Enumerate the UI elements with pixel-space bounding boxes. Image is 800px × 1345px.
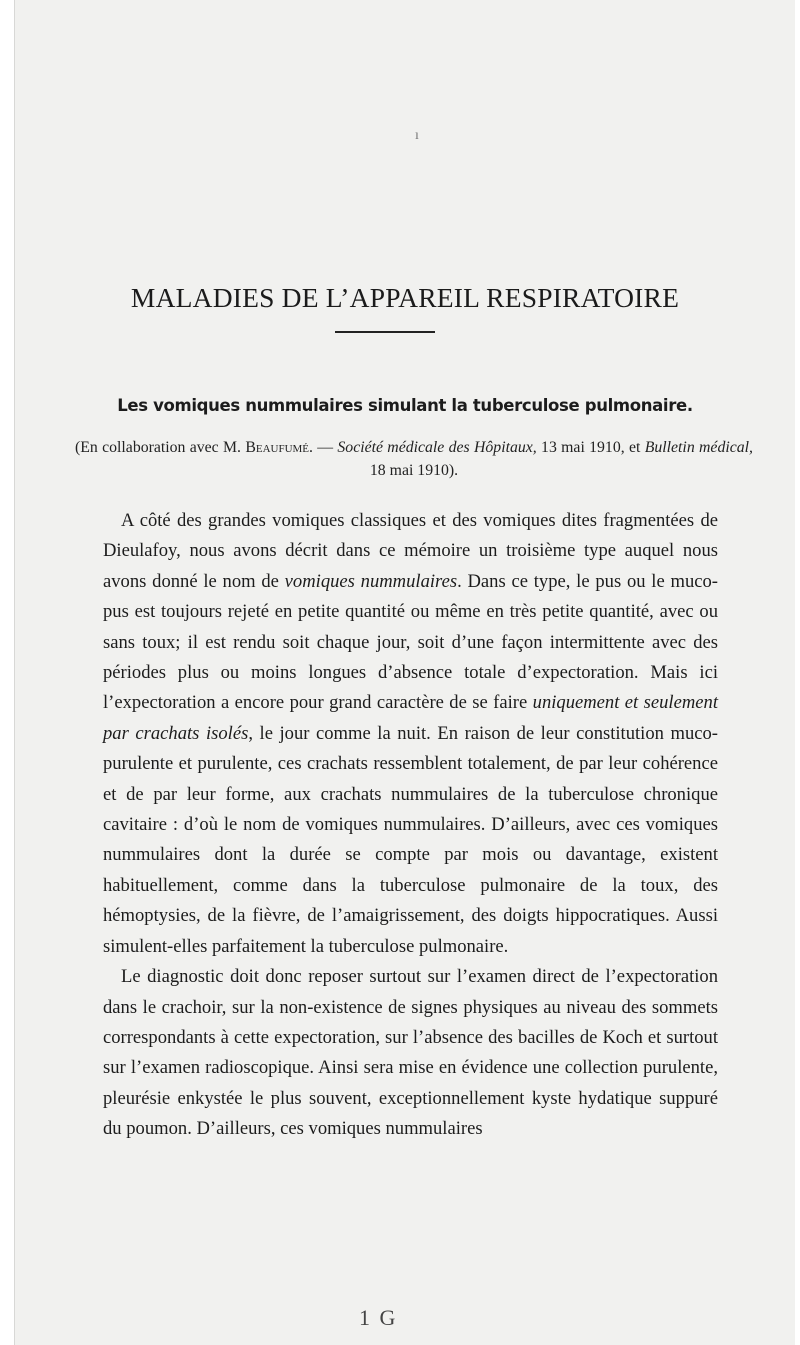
paragraph-1-text-2: . Dans ce type, le pus ou le muco-pus est toujours rejeté en petite quantité ou même en très petite quantité, avec ou sans toux; il est rendu soit chaque jour, soit d’une façon intermittente avec des périodes plus ou moins longues d’absence totale d’expectoration. Mais ici l’expectoration a encore pour grand caractère de se faire [103,570,718,714]
citation-journal-2: Bulletin médical, [644,439,753,456]
citation-author: Beaufumé [245,439,310,456]
paragraph-1 [103,506,718,962]
citation-separator: . — [309,439,338,456]
citation-date-1: 13 mai 1910, et [536,439,645,456]
body-text [103,506,718,1145]
paragraph-2: Le diagnostic doit donc reposer surtout sur l’examen direct de l’expectoration dans le crachoir, sur la non-existence de signes physiques au niveau des sommets correspondants à cette expectoration, sur l’absence des bacilles de Koch et surtout sur l’examen radioscopique. Ainsi sera mise en évidence une collection purulente, pleurésie enkystée le plus souvent, exceptionnellement kyste hydatique suppuré du poumon. D’ailleurs, ces vomiques nummulaires [103,966,718,1140]
paragraph-1-italic-1: vomiques nummulaires [284,570,458,592]
paragraph-1-text-1: A côté des grandes vomiques classiques et des vomiques dites fragmentées de Dieulafoy, nous avons décrit dans ce mémoire un troisième type auquel nous avons donné le nom de [103,510,718,592]
article-title: Les vomiques nummulaires simulant la tuberculose pulmonaire. [117,396,693,415]
paragraph-1-text-3: , le jour comme la nuit. En raison de leur constitution muco-purulente et purulente, ces crachats ressemblent totalement, de par leur cohérence et de par leur forme, aux crachats nummulaires de la tuberculose chronique cavitaire : d’où le nom de vomiques nummulaires. D’ailleurs, avec ces vomiques nummulaires dont la durée se compte par mois ou davantage, existent habituellement, comme dans la tuberculose pulmonaire de la toux, des hémoptysies, de la fièvre, de l’amaigrissement, des doigts hippocratiques. Aussi simulent-elles parfaitement la tuberculose pulmonaire. [103,722,718,957]
paragraph-1-italic-2: uniquement et seulement par crachats isolés [103,692,718,744]
bleed-through-mark: ı [415,128,419,143]
citation-journal-1: Société médicale des Hôpitaux, [337,439,537,456]
citation [75,436,753,482]
citation-date-2: 18 mai 1910). [369,462,459,479]
footer-mark: 1 G [359,1305,398,1330]
chapter-title: MALADIES DE L’APPAREIL RESPIRATOIRE [130,282,680,313]
document-page [14,0,795,1345]
citation-prefix: (En collaboration avec M. [75,439,246,456]
title-rule [335,331,435,333]
